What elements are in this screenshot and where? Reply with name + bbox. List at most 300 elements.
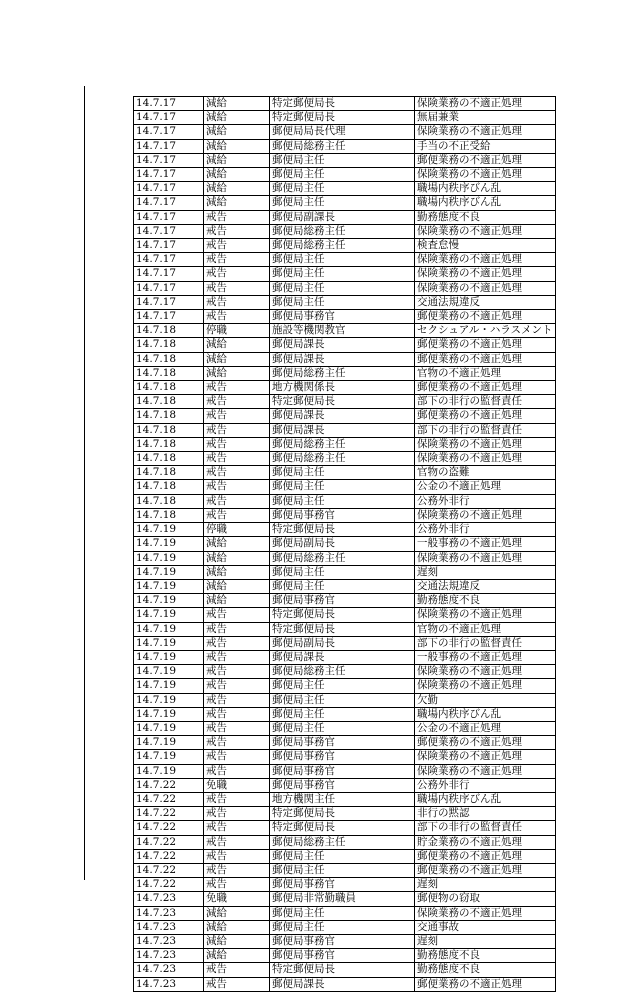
table-row — [134, 196, 556, 210]
table-row — [134, 125, 556, 139]
reason-cell: 公金の不適正処理 — [415, 721, 556, 735]
date-cell: 14.7.17 — [134, 239, 204, 253]
action-cell: 戒告 — [204, 963, 270, 977]
reason-cell: 勤務態度不良 — [415, 210, 556, 224]
table-row — [134, 707, 556, 721]
position-cell: 郵便局主任 — [270, 707, 415, 721]
table-row — [134, 977, 556, 991]
action-cell: 減給 — [204, 168, 270, 182]
table-row — [134, 565, 556, 579]
position-cell: 地方機関主任 — [270, 792, 415, 806]
position-cell: 郵便局副局長 — [270, 537, 415, 551]
position-cell: 郵便局総務主任 — [270, 437, 415, 451]
reason-cell: 官物の不適正処理 — [415, 622, 556, 636]
table-row — [134, 863, 556, 877]
position-cell: 郵便局主任 — [270, 579, 415, 593]
date-cell: 14.7.17 — [134, 182, 204, 196]
date-cell: 14.7.17 — [134, 97, 204, 111]
reason-cell: 公務外非行 — [415, 494, 556, 508]
position-cell: 郵便局主任 — [270, 679, 415, 693]
action-cell: 減給 — [204, 949, 270, 963]
reason-cell: 郵便業務の不適正処理 — [415, 863, 556, 877]
position-cell: 郵便局主任 — [270, 253, 415, 267]
table-row — [134, 537, 556, 551]
table-row — [134, 381, 556, 395]
reason-cell: 郵便業務の不適正処理 — [415, 381, 556, 395]
action-cell: 戒告 — [204, 736, 270, 750]
position-cell: 郵便局事務官 — [270, 778, 415, 792]
action-cell: 戒告 — [204, 721, 270, 735]
date-cell: 14.7.19 — [134, 551, 204, 565]
reason-cell: 遅刻 — [415, 934, 556, 948]
reason-cell: 郵便業務の不適正処理 — [415, 310, 556, 324]
date-cell: 14.7.17 — [134, 310, 204, 324]
position-cell: 郵便局主任 — [270, 494, 415, 508]
disciplinary-actions-table — [133, 96, 556, 992]
table-row — [134, 182, 556, 196]
reason-cell: 部下の非行の監督責任 — [415, 395, 556, 409]
reason-cell: 郵便業務の不適正処理 — [415, 352, 556, 366]
date-cell: 14.7.19 — [134, 750, 204, 764]
action-cell: 戒告 — [204, 650, 270, 664]
reason-cell: 遅刻 — [415, 878, 556, 892]
date-cell: 14.7.17 — [134, 295, 204, 309]
action-cell: 戒告 — [204, 679, 270, 693]
table-row — [134, 665, 556, 679]
date-cell: 14.7.17 — [134, 253, 204, 267]
table-row — [134, 849, 556, 863]
date-cell: 14.7.17 — [134, 196, 204, 210]
position-cell: 郵便局事務官 — [270, 508, 415, 522]
action-cell: 減給 — [204, 153, 270, 167]
position-cell: 郵便局主任 — [270, 849, 415, 863]
date-cell: 14.7.18 — [134, 466, 204, 480]
position-cell: 郵便局総務主任 — [270, 452, 415, 466]
position-cell: 郵便局課長 — [270, 423, 415, 437]
action-cell: 戒告 — [204, 267, 270, 281]
date-cell: 14.7.18 — [134, 395, 204, 409]
table-row — [134, 934, 556, 948]
reason-cell: 保険業務の不適正処理 — [415, 281, 556, 295]
reason-cell: 手当の不正受給 — [415, 139, 556, 153]
reason-cell: 保険業務の不適正処理 — [415, 551, 556, 565]
position-cell: 郵便局事務官 — [270, 764, 415, 778]
position-cell: 郵便局主任 — [270, 480, 415, 494]
position-cell: 郵便局課長 — [270, 409, 415, 423]
position-cell: 郵便局主任 — [270, 196, 415, 210]
action-cell: 戒告 — [204, 253, 270, 267]
action-cell: 戒告 — [204, 310, 270, 324]
action-cell: 減給 — [204, 338, 270, 352]
reason-cell: 公金の不適正処理 — [415, 480, 556, 494]
table-row — [134, 409, 556, 423]
reason-cell: 保険業務の不適正処理 — [415, 679, 556, 693]
action-cell: 減給 — [204, 551, 270, 565]
position-cell: 郵便局局長代理 — [270, 125, 415, 139]
action-cell: 戒告 — [204, 878, 270, 892]
position-cell: 郵便局副局長 — [270, 636, 415, 650]
table-row — [134, 693, 556, 707]
position-cell: 地方機関係長 — [270, 381, 415, 395]
date-cell: 14.7.17 — [134, 210, 204, 224]
table-row — [134, 679, 556, 693]
date-cell: 14.7.22 — [134, 792, 204, 806]
reason-cell: 職場内秩序びん乱 — [415, 196, 556, 210]
reason-cell: 保険業務の不適正処理 — [415, 97, 556, 111]
reason-cell: 交通法規違反 — [415, 295, 556, 309]
action-cell: 減給 — [204, 920, 270, 934]
table-row — [134, 480, 556, 494]
table-row — [134, 821, 556, 835]
action-cell: 戒告 — [204, 466, 270, 480]
table-row — [134, 395, 556, 409]
position-cell: 郵便局総務主任 — [270, 239, 415, 253]
position-cell: 特定郵便局長 — [270, 523, 415, 537]
position-cell: 郵便局事務官 — [270, 949, 415, 963]
reason-cell: 勤務態度不良 — [415, 963, 556, 977]
date-cell: 14.7.18 — [134, 437, 204, 451]
action-cell: 減給 — [204, 906, 270, 920]
date-cell: 14.7.22 — [134, 835, 204, 849]
action-cell: 戒告 — [204, 608, 270, 622]
action-cell: 戒告 — [204, 437, 270, 451]
table-row — [134, 295, 556, 309]
table-row — [134, 650, 556, 664]
position-cell: 郵便局主任 — [270, 565, 415, 579]
action-cell: 停職 — [204, 324, 270, 338]
position-cell: 郵便局総務主任 — [270, 665, 415, 679]
table-row — [134, 111, 556, 125]
date-cell: 14.7.17 — [134, 267, 204, 281]
table-row — [134, 892, 556, 906]
action-cell: 戒告 — [204, 821, 270, 835]
action-cell: 戒告 — [204, 423, 270, 437]
table-row — [134, 338, 556, 352]
table-row — [134, 324, 556, 338]
position-cell: 郵便局主任 — [270, 906, 415, 920]
date-cell: 14.7.18 — [134, 494, 204, 508]
date-cell: 14.7.23 — [134, 934, 204, 948]
date-cell: 14.7.17 — [134, 139, 204, 153]
action-cell: 減給 — [204, 934, 270, 948]
margin-rule-line — [84, 86, 85, 880]
table-row — [134, 594, 556, 608]
table-row — [134, 153, 556, 167]
table-row — [134, 210, 556, 224]
table-row — [134, 579, 556, 593]
table-row — [134, 239, 556, 253]
reason-cell: 官物の不適正処理 — [415, 366, 556, 380]
table-row — [134, 423, 556, 437]
date-cell: 14.7.19 — [134, 579, 204, 593]
date-cell: 14.7.23 — [134, 963, 204, 977]
position-cell: 郵便局事務官 — [270, 878, 415, 892]
reason-cell: 部下の非行の監督責任 — [415, 636, 556, 650]
table-row — [134, 835, 556, 849]
action-cell: 戒告 — [204, 508, 270, 522]
reason-cell: 職場内秩序びん乱 — [415, 707, 556, 721]
reason-cell: 郵便物の窃取 — [415, 892, 556, 906]
table-row — [134, 750, 556, 764]
date-cell: 14.7.17 — [134, 111, 204, 125]
reason-cell: 公務外非行 — [415, 523, 556, 537]
reason-cell: 貯金業務の不適正処理 — [415, 835, 556, 849]
action-cell: 戒告 — [204, 849, 270, 863]
date-cell: 14.7.18 — [134, 338, 204, 352]
position-cell: 郵便局主任 — [270, 863, 415, 877]
table-row — [134, 466, 556, 480]
action-cell: 減給 — [204, 125, 270, 139]
position-cell: 郵便局副課長 — [270, 210, 415, 224]
table-row — [134, 437, 556, 451]
action-cell: 減給 — [204, 537, 270, 551]
reason-cell: 保険業務の不適正処理 — [415, 608, 556, 622]
position-cell: 郵便局事務官 — [270, 310, 415, 324]
date-cell: 14.7.18 — [134, 352, 204, 366]
action-cell: 減給 — [204, 565, 270, 579]
position-cell: 特定郵便局長 — [270, 608, 415, 622]
reason-cell: 部下の非行の監督責任 — [415, 821, 556, 835]
table-row — [134, 494, 556, 508]
action-cell: 減給 — [204, 196, 270, 210]
reason-cell: 保険業務の不適正処理 — [415, 906, 556, 920]
action-cell: 戒告 — [204, 764, 270, 778]
reason-cell: 保険業務の不適正処理 — [415, 224, 556, 238]
reason-cell: 保険業務の不適正処理 — [415, 750, 556, 764]
table-row — [134, 168, 556, 182]
position-cell: 郵便局主任 — [270, 182, 415, 196]
action-cell: 免職 — [204, 892, 270, 906]
date-cell: 14.7.17 — [134, 281, 204, 295]
date-cell: 14.7.19 — [134, 608, 204, 622]
action-cell: 戒告 — [204, 295, 270, 309]
reason-cell: 保険業務の不適正処理 — [415, 267, 556, 281]
date-cell: 14.7.22 — [134, 878, 204, 892]
reason-cell: 職場内秩序びん乱 — [415, 182, 556, 196]
reason-cell: 保険業務の不適正処理 — [415, 508, 556, 522]
position-cell: 郵便局主任 — [270, 267, 415, 281]
action-cell: 戒告 — [204, 409, 270, 423]
table-row — [134, 97, 556, 111]
position-cell: 郵便局主任 — [270, 295, 415, 309]
reason-cell: 非行の黙認 — [415, 807, 556, 821]
action-cell: 戒告 — [204, 224, 270, 238]
date-cell: 14.7.23 — [134, 892, 204, 906]
date-cell: 14.7.19 — [134, 721, 204, 735]
table-row — [134, 310, 556, 324]
reason-cell: 検査怠慢 — [415, 239, 556, 253]
date-cell: 14.7.22 — [134, 863, 204, 877]
table-row — [134, 622, 556, 636]
action-cell: 戒告 — [204, 494, 270, 508]
position-cell: 郵便局課長 — [270, 977, 415, 991]
table-row — [134, 508, 556, 522]
action-cell: 戒告 — [204, 395, 270, 409]
table-row — [134, 807, 556, 821]
reason-cell: 郵便業務の不適正処理 — [415, 849, 556, 863]
position-cell: 特定郵便局長 — [270, 963, 415, 977]
date-cell: 14.7.18 — [134, 508, 204, 522]
date-cell: 14.7.19 — [134, 679, 204, 693]
date-cell: 14.7.19 — [134, 665, 204, 679]
date-cell: 14.7.18 — [134, 324, 204, 338]
date-cell: 14.7.22 — [134, 821, 204, 835]
table-row — [134, 551, 556, 565]
date-cell: 14.7.18 — [134, 381, 204, 395]
date-cell: 14.7.23 — [134, 949, 204, 963]
date-cell: 14.7.18 — [134, 366, 204, 380]
reason-cell: 無届兼業 — [415, 111, 556, 125]
position-cell: 郵便局主任 — [270, 920, 415, 934]
action-cell: 免職 — [204, 778, 270, 792]
date-cell: 14.7.19 — [134, 636, 204, 650]
position-cell: 郵便局課長 — [270, 352, 415, 366]
action-cell: 減給 — [204, 579, 270, 593]
date-cell: 14.7.18 — [134, 480, 204, 494]
reason-cell: 公務外非行 — [415, 778, 556, 792]
position-cell: 郵便局主任 — [270, 693, 415, 707]
position-cell: 郵便局非常勤職員 — [270, 892, 415, 906]
table-row — [134, 608, 556, 622]
table-body — [134, 97, 556, 992]
date-cell: 14.7.19 — [134, 523, 204, 537]
action-cell: 戒告 — [204, 281, 270, 295]
action-cell: 戒告 — [204, 622, 270, 636]
position-cell: 郵便局事務官 — [270, 594, 415, 608]
reason-cell: 保険業務の不適正処理 — [415, 168, 556, 182]
position-cell: 郵便局事務官 — [270, 736, 415, 750]
date-cell: 14.7.19 — [134, 537, 204, 551]
reason-cell: 交通法規違反 — [415, 579, 556, 593]
date-cell: 14.7.19 — [134, 622, 204, 636]
reason-cell: 郵便業務の不適正処理 — [415, 409, 556, 423]
table-row — [134, 352, 556, 366]
date-cell: 14.7.23 — [134, 977, 204, 991]
action-cell: 戒告 — [204, 636, 270, 650]
date-cell: 14.7.18 — [134, 452, 204, 466]
table-row — [134, 963, 556, 977]
table-row — [134, 281, 556, 295]
date-cell: 14.7.17 — [134, 224, 204, 238]
table-row — [134, 224, 556, 238]
reason-cell: 保険業務の不適正処理 — [415, 437, 556, 451]
reason-cell: 遅刻 — [415, 565, 556, 579]
action-cell: 減給 — [204, 366, 270, 380]
date-cell: 14.7.22 — [134, 778, 204, 792]
reason-cell: 保険業務の不適正処理 — [415, 125, 556, 139]
action-cell: 戒告 — [204, 807, 270, 821]
table-row — [134, 523, 556, 537]
table-row — [134, 736, 556, 750]
reason-cell: 一般事務の不適正処理 — [415, 650, 556, 664]
position-cell: 郵便局総務主任 — [270, 366, 415, 380]
position-cell: 郵便局主任 — [270, 466, 415, 480]
table-row — [134, 920, 556, 934]
date-cell: 14.7.17 — [134, 125, 204, 139]
date-cell: 14.7.19 — [134, 565, 204, 579]
position-cell: 郵便局課長 — [270, 338, 415, 352]
action-cell: 減給 — [204, 594, 270, 608]
reason-cell: 郵便業務の不適正処理 — [415, 736, 556, 750]
reason-cell: 勤務態度不良 — [415, 949, 556, 963]
date-cell: 14.7.22 — [134, 807, 204, 821]
date-cell: 14.7.18 — [134, 409, 204, 423]
date-cell: 14.7.17 — [134, 168, 204, 182]
position-cell: 特定郵便局長 — [270, 622, 415, 636]
date-cell: 14.7.22 — [134, 849, 204, 863]
position-cell: 郵便局主任 — [270, 721, 415, 735]
reason-cell: 保険業務の不適正処理 — [415, 253, 556, 267]
reason-cell: 保険業務の不適正処理 — [415, 452, 556, 466]
table-row — [134, 452, 556, 466]
action-cell: 戒告 — [204, 977, 270, 991]
position-cell: 郵便局主任 — [270, 281, 415, 295]
position-cell: 郵便局主任 — [270, 168, 415, 182]
reason-cell: 欠勤 — [415, 693, 556, 707]
reason-cell: 郵便業務の不適正処理 — [415, 153, 556, 167]
action-cell: 戒告 — [204, 693, 270, 707]
table-row — [134, 906, 556, 920]
position-cell: 特定郵便局長 — [270, 807, 415, 821]
table-row — [134, 267, 556, 281]
action-cell: 戒告 — [204, 665, 270, 679]
action-cell: 停職 — [204, 523, 270, 537]
reason-cell: 一般事務の不適正処理 — [415, 537, 556, 551]
position-cell: 郵便局事務官 — [270, 750, 415, 764]
table-row — [134, 139, 556, 153]
reason-cell: 職場内秩序びん乱 — [415, 792, 556, 806]
action-cell: 戒告 — [204, 452, 270, 466]
table-row — [134, 778, 556, 792]
table-row — [134, 878, 556, 892]
date-cell: 14.7.19 — [134, 736, 204, 750]
action-cell: 減給 — [204, 139, 270, 153]
reason-cell: 郵便業務の不適正処理 — [415, 977, 556, 991]
table-row — [134, 366, 556, 380]
table-row — [134, 764, 556, 778]
reason-cell: 郵便業務の不適正処理 — [415, 338, 556, 352]
date-cell: 14.7.23 — [134, 920, 204, 934]
action-cell: 戒告 — [204, 707, 270, 721]
action-cell: 戒告 — [204, 863, 270, 877]
date-cell: 14.7.19 — [134, 650, 204, 664]
table-row — [134, 792, 556, 806]
reason-cell: 官物の盗難 — [415, 466, 556, 480]
reason-cell: 保険業務の不適正処理 — [415, 665, 556, 679]
reason-cell: 勤務態度不良 — [415, 594, 556, 608]
action-cell: 戒告 — [204, 835, 270, 849]
table-row — [134, 949, 556, 963]
action-cell: 戒告 — [204, 239, 270, 253]
reason-cell: 交通事故 — [415, 920, 556, 934]
action-cell: 戒告 — [204, 210, 270, 224]
action-cell: 戒告 — [204, 381, 270, 395]
action-cell: 減給 — [204, 182, 270, 196]
date-cell: 14.7.19 — [134, 693, 204, 707]
table-row — [134, 636, 556, 650]
date-cell: 14.7.19 — [134, 707, 204, 721]
reason-cell: セクシュアル・ハラスメント — [415, 324, 556, 338]
reason-cell: 部下の非行の監督責任 — [415, 423, 556, 437]
position-cell: 郵便局総務主任 — [270, 551, 415, 565]
position-cell: 特定郵便局長 — [270, 821, 415, 835]
position-cell: 郵便局総務主任 — [270, 139, 415, 153]
position-cell: 郵便局課長 — [270, 650, 415, 664]
table-row — [134, 253, 556, 267]
position-cell: 特定郵便局長 — [270, 111, 415, 125]
action-cell: 戒告 — [204, 480, 270, 494]
position-cell: 郵便局総務主任 — [270, 224, 415, 238]
